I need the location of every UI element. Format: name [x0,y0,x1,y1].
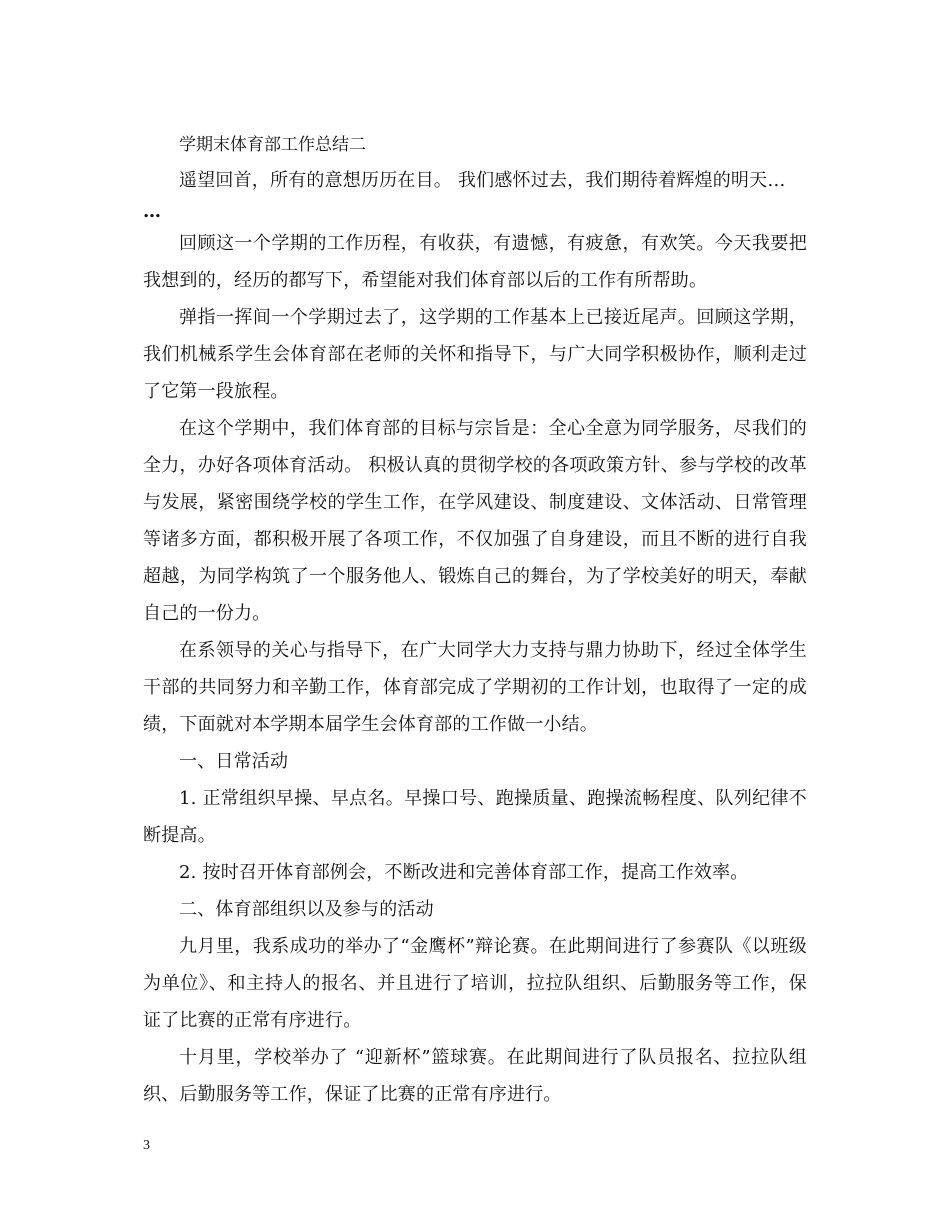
section-heading-organized-activities: 二、体育部组织以及参与的活动 [179,899,434,920]
paragraph-achievements: 在系领导的关心与指导下，在广大同学大力支持与鼎力协助下，经过全体学生干部的共同努力和辛勤工作，体育部完成了学期初的工作计划，也取得了一定的成绩，下面就对本学期本届学生会体育部的工作做一小结。 [143,640,807,735]
paragraph-review: 回顾这一个学期的工作历程，有收获，有遗憾，有疲惫，有欢笑。今天我要把我想到的，经历的都写下，希望能对我们体育部以后的工作有所帮助。 [143,233,807,291]
paragraph-goals: 在这个学期中，我们体育部的目标与宗旨是：全心全意为同学服务，尽我们的全力，办好各项体育活动。 积极认真的贯彻学校的各项政策方针、参与学校的改革与发展，紧密围绕学校的学生工作，在学风建设、制度建设、文体活动、日常管理等诸多方面，都积极开展了各项工作，不仅加强了自身建设，而且不断的进行自我超越，为同学构筑了一个服务他人、锻炼自己的舞台，为了学校美好的明天，奉献自己的一份力。 [143,418,807,624]
document-body [143,128,807,1113]
paragraph-intro-continuation: … [143,201,161,222]
page-number: 3 [143,1138,150,1153]
paragraph-debate-contest: 九月里，我系成功的举办了“金鹰杯”辩论赛。在此期间进行了参赛队《以班级为单位》、和主持人的报名、并且进行了培训，拉拉队组织、后勤服务等工作，保证了比赛的正常有序进行。 [143,936,807,1031]
document-title: 学期末体育部工作总结二 [179,135,366,155]
paragraph-basketball-contest: 十月里，学校举办了 “迎新杯”篮球赛。在此期间进行了队员报名、拉拉队组织、后勤服务等工作，保证了比赛的正常有序进行。 [143,1047,807,1105]
paragraph-semester-end: 弹指一挥间一个学期过去了，这学期的工作基本上已接近尾声。回顾这学期，我们机械系学生会体育部在老师的关怀和指导下，与广大同学积极协作，顺利走过了它第一段旅程。 [143,307,807,402]
paragraph-intro: 遥望回首，所有的意想历历在目。 我们感怀过去，我们期待着辉煌的明天… [179,170,786,191]
section-heading-daily-activities: 一、日常活动 [179,751,289,772]
list-item-weekly-meeting: 2. 按时召开体育部例会，不断改进和完善体育部工作，提高工作效率。 [179,862,749,883]
list-item-morning-exercise: 1. 正常组织早操、早点名。早操口号、跑操质量、跑操流畅程度、队列纪律不断提高。 [143,788,807,846]
